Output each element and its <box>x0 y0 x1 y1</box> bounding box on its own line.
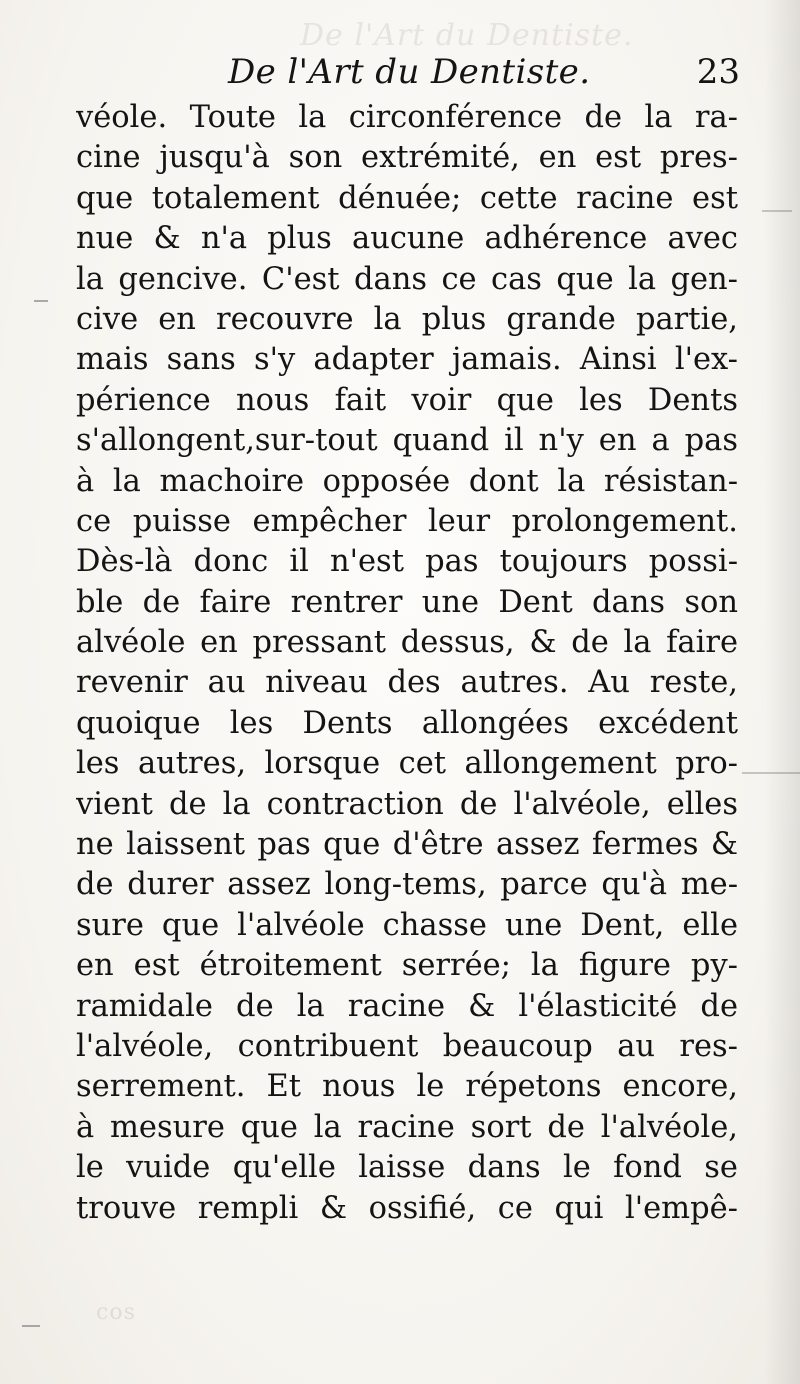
text-line: cive en recouvre la plus grande partie, <box>76 301 738 337</box>
text-line: ble de faire rentrer une Dent dans son <box>76 584 738 620</box>
text-line: cine jusqu'à son extrémité, en est pres- <box>76 140 738 176</box>
page-edge-shadow <box>764 0 800 1384</box>
page-number: 23 <box>696 52 740 92</box>
text-line: à la machoire opposée dont la résistan- <box>76 463 738 499</box>
text-line: que totalement dénuée; cette racine est <box>76 180 738 216</box>
page-header <box>78 50 740 100</box>
text-line: serrement. Et nous le répetons encore, <box>76 1069 738 1105</box>
body-text <box>76 98 738 1229</box>
text-line: le vuide qu'elle laisse dans le fond se <box>76 1150 738 1186</box>
margin-mark-right <box>742 772 800 774</box>
text-line: ne laissent pas que d'être assez fermes & <box>76 827 738 863</box>
text-line: mais sans s'y adapter jamais. Ainsi l'ex- <box>76 342 738 378</box>
text-line: sure que l'alvéole chasse une Dent, elle <box>76 907 738 943</box>
margin-mark-left-bottom <box>22 1325 40 1327</box>
text-line: les autres, lorsque cet allongement pro- <box>76 746 738 782</box>
text-line: alvéole en pressant dessus, & de la faire <box>76 625 738 661</box>
bleed-through-title: De l'Art du Dentiste. <box>300 18 634 53</box>
text-line: ramidale de la racine & l'élasticité de <box>76 988 738 1024</box>
margin-mark-left-top <box>34 300 48 302</box>
text-line: Dès-là donc il n'est pas toujours possi- <box>76 544 738 580</box>
margin-mark-right-top <box>762 210 792 212</box>
bleed-through-mark: cos <box>96 1300 136 1325</box>
text-line: périence nous fait voir que les Dents <box>76 382 738 418</box>
text-line: en est étroitement serrée; la figure py- <box>76 948 738 984</box>
text-line: l'alvéole, contribuent beaucoup au res- <box>76 1028 738 1064</box>
text-line: la gencive. C'est dans ce cas que la gen- <box>76 261 738 297</box>
text-line: quoique les Dents allongées excédent <box>76 705 738 741</box>
text-line: véole. Toute la circonférence de la ra- <box>76 100 738 135</box>
running-title: De l'Art du Dentiste. <box>228 52 591 92</box>
text-line: nue & n'a plus aucune adhérence avec <box>76 221 738 257</box>
text-line: de durer assez long-tems, parce qu'à me- <box>76 867 738 903</box>
text-line: s'allongent,sur-tout quand il n'y en a pas <box>76 423 738 459</box>
text-line: à mesure que la racine sort de l'alvéole, <box>76 1109 738 1145</box>
text-line: ce puisse empêcher leur prolongement. <box>76 503 738 539</box>
text-line: revenir au niveau des autres. Au reste, <box>76 665 738 701</box>
text-line: trouve rempli & ossifié, ce qui l'empê- <box>76 1190 738 1226</box>
text-line: vient de la contraction de l'alvéole, elles <box>76 786 738 822</box>
